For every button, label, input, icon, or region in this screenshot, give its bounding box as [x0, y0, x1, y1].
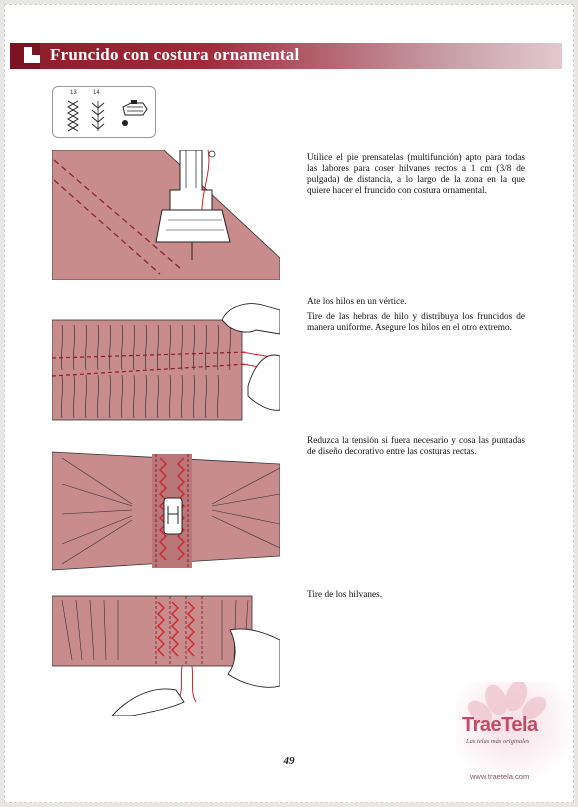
- zigzag-stitch-icon: [65, 99, 83, 133]
- stitch-number-14: 14: [93, 90, 100, 96]
- section-title: Fruncido con costura ornamental: [50, 45, 300, 64]
- step-1-paragraph: Utilice el pie prensatelas (multifunción) apto para todas las labores para coser hilvanes rectos a 1 cm (3/8 de pulgada) de distancia, a lo largo de la zona en la que quiere hacer el fruncido con costura ornamental.: [307, 153, 525, 196]
- step-4-paragraph: Tire de los hilvanes.: [307, 590, 383, 600]
- step-3-text: [307, 436, 525, 462]
- feather-stitch-icon: [89, 99, 107, 133]
- section-marker-icon: [10, 43, 40, 69]
- step-3-paragraph: Reduzca la tensión si fuera necesario y cosa las puntadas de diseño decorativo entre las costuras rectas.: [307, 436, 525, 457]
- step-1-text: [307, 153, 525, 201]
- decorative-stitching-between-rows: [52, 444, 280, 572]
- step-2-text: [307, 297, 525, 338]
- presser-foot-icon: [117, 99, 149, 129]
- step-2-paragraph-2: Tire de las hebras de hilo y distribuya los fruncidos de manera uniforme. Asegure los hilos en el otro extremo.: [307, 312, 525, 333]
- page-number: 49: [283, 755, 295, 767]
- brand-tagline: Las telas más originales: [466, 738, 530, 745]
- stitch-selection-box: [52, 86, 156, 138]
- step-4-text: [307, 590, 525, 605]
- hands-pulling-threads-gathering: [52, 300, 280, 426]
- hands-removing-basting: [52, 590, 280, 716]
- step-2-paragraph-1: Ate los hilos en un vértice.: [307, 297, 407, 307]
- brand-logo-text: TraeTela: [462, 714, 538, 736]
- stitch-number-13: 13: [70, 90, 77, 96]
- brand-url[interactable]: www.traetela.com: [470, 772, 530, 781]
- presser-foot-sewing-basting-lines: [52, 150, 280, 280]
